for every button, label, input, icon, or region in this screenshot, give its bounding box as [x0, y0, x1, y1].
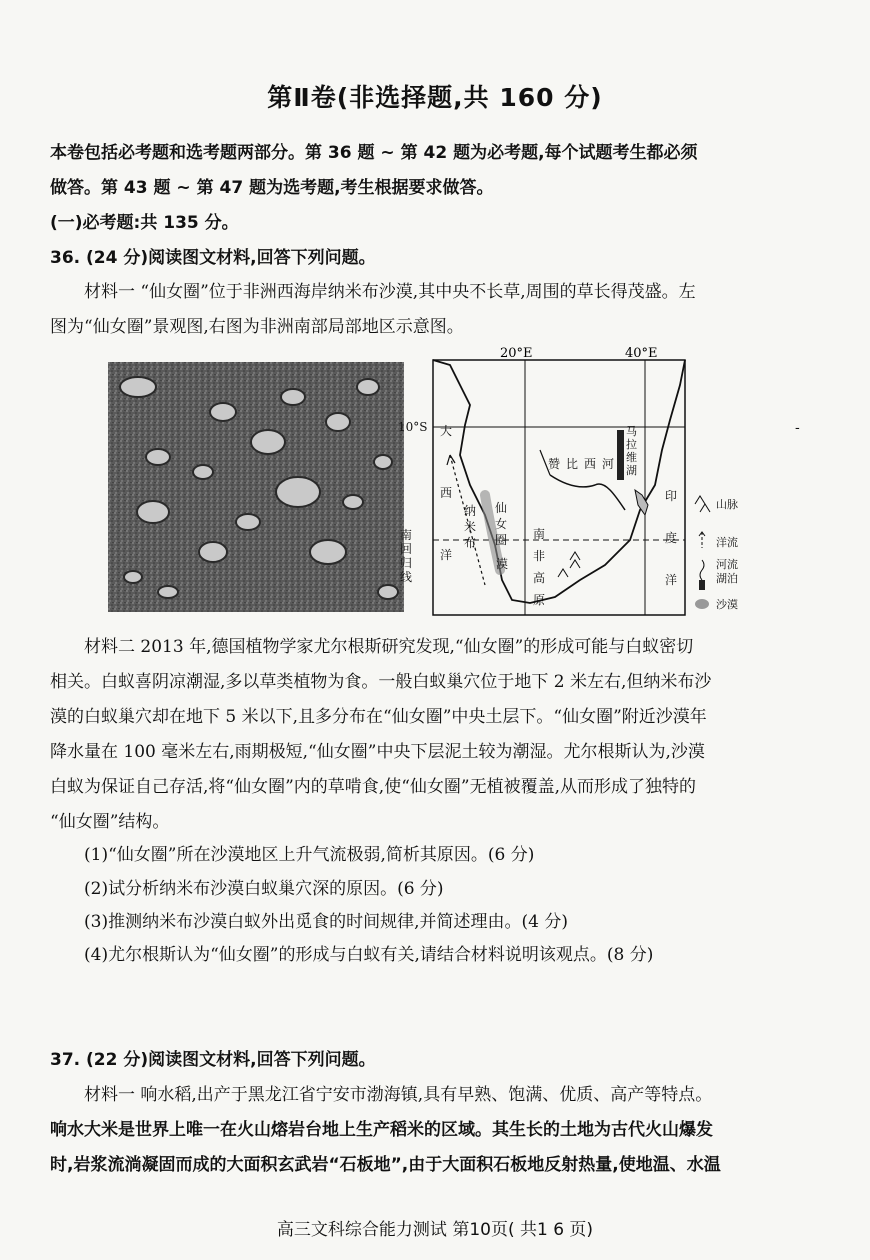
page-footer: 高三文科综合能力测试 第10页( 共1 6 页) [276, 1220, 594, 1240]
q36-subquestion-2: (2)试分析纳米布沙漠白蚁巢穴深的原因。(6 分) [84, 879, 444, 899]
q36-subquestion-3: (3)推测纳米布沙漠白蚁外出觅食的时间规律,并简述理由。(4 分) [84, 912, 568, 932]
legend-river-icon [700, 560, 704, 580]
q36-heading: 36. (24 分)阅读图文材料,回答下列问题。 [50, 248, 376, 268]
q36-material2-line2: 相关。白蚁喜阴凉潮湿,多以草类植物为食。一般白蚁巢穴位于地下 2 米左右,但纳米布沙 [50, 672, 712, 692]
q37-line1: 材料一 响水稻,出产于黑龙江省宁安市渤海镇,具有早熟、饱满、优质、高产等特点。 [84, 1085, 713, 1105]
q36-material2-line5: 白蚁为保证自己存活,将“仙女圈”内的草啃食,使“仙女圈”无植被覆盖,从而形成了独特的 [50, 777, 696, 797]
q36-material1-line1: 材料一 “仙女圈”位于非洲西海岸纳米布沙漠,其中央不长草,周围的草长得茂盛。左 [84, 282, 696, 302]
q36-material1-line2: 图为“仙女圈”景观图,右图为非洲南部局部地区示意图。 [50, 317, 464, 337]
intro-line-1: 本卷包括必考题和选考题两部分。第 36 题 ~ 第 42 题为必考题,每个试题考生都必须 [50, 143, 698, 163]
intro-line-2: 做答。第 43 题 ~ 第 47 题为选考题,考生根据要求做答。 [50, 178, 494, 198]
namib-label: 纳米布 [464, 504, 477, 550]
desert-char-label: 漠 [496, 557, 509, 571]
stray-mark: - [795, 420, 800, 436]
q36-material2-line6: “仙女圈”结构。 [50, 812, 170, 832]
q36-subquestion-1: (1)“仙女圈”所在沙漠地区上升气流极弱,简析其原因。(6 分) [84, 845, 535, 865]
ocean-west-label: 大西洋 [440, 424, 453, 562]
lat-10-label: 10°S [398, 420, 428, 434]
q37-line3: 时,岩浆流淌凝固而成的大面积玄武岩“石板地”,由于大面积石板地反射热量,使地温、水温 [50, 1155, 721, 1175]
malawi-label: 马拉维湖 [626, 425, 637, 477]
q36-material2-line4: 降水量在 100 毫米左右,雨期极短,“仙女圈”中央下层泥土较为潮湿。尤尔根斯认为,沙漠 [50, 742, 705, 762]
page-title: 第Ⅱ卷(非选择题,共 160 分) [267, 83, 603, 112]
legend-mountain-label: 山脉 [716, 498, 738, 511]
q36-material2-line1: 材料二 2013 年,德国植物学家尤尔根斯研究发现,“仙女圈”的形成可能与白蚁密切 [84, 637, 694, 657]
q37-line2: 响水大米是世界上唯一在火山熔岩台地上生产稻米的区域。其生长的土地为古代火山爆发 [50, 1120, 713, 1140]
legend-lake-icon [699, 580, 705, 590]
lon-40-label: 40°E [625, 346, 658, 361]
q37-heading: 37. (22 分)阅读图文材料,回答下列问题。 [50, 1050, 376, 1070]
legend-mountain-icon [695, 496, 710, 512]
q36-subquestion-4: (4)尤尔根斯认为“仙女圈”的形成与白蚁有关,请结合材料说明该观点。(8 分) [84, 945, 654, 965]
zambezi-label: 赞比西河 [548, 457, 621, 471]
fairy-circle-label: 仙女圈 [495, 501, 508, 547]
fairy-circle-photo [108, 362, 404, 612]
south-africa-plateau-label: 南非高原 [533, 527, 546, 607]
legend-desert-label: 沙漠 [716, 598, 738, 611]
map-legend [692, 492, 772, 617]
fairy-circle-landscape [108, 362, 404, 612]
legend-river-lake-label: 河流湖泊 [716, 558, 738, 585]
section-heading: (一)必考题:共 135 分。 [50, 213, 239, 233]
ocean-east-label: 印度洋 [665, 489, 678, 587]
legend-desert-icon [695, 599, 709, 609]
legend-current-label: 洋流 [716, 536, 738, 549]
legend-symbols [692, 492, 716, 617]
lon-20-label: 20°E [500, 346, 533, 361]
map-graphic [430, 345, 690, 620]
southern-africa-map [398, 345, 690, 620]
tropic-label: 南回归线 [400, 528, 413, 584]
q36-material2-line3: 漠的白蚁巢穴却在地下 5 米以下,且多分布在“仙女圈”中央土层下。“仙女圈”附近沙漠年 [50, 707, 707, 727]
